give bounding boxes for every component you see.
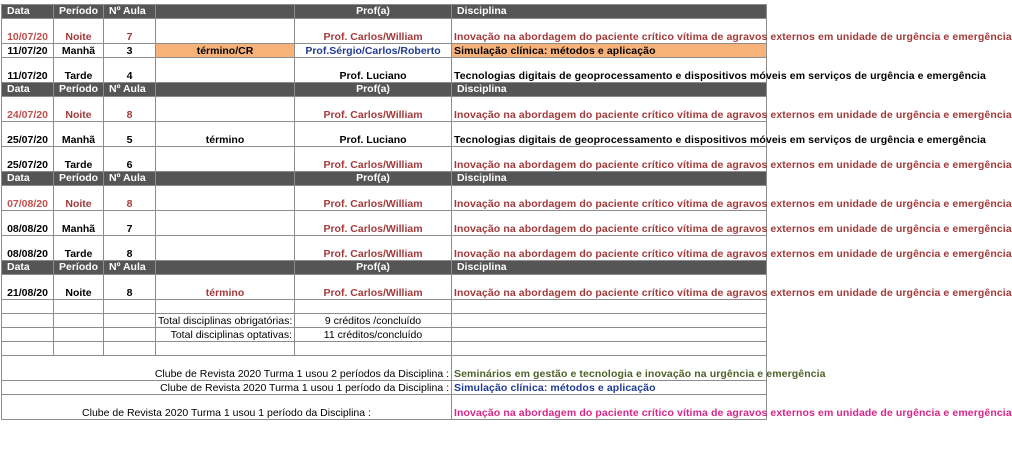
clube-disciplina: Inovação na abordagem do paciente crítico vítima de agravos externos em unidade de urgência e emergência <box>452 395 767 420</box>
note-cell <box>156 186 295 211</box>
summary-label: Total disciplinas obrigatórias: <box>156 314 295 328</box>
date-cell: 11/07/20 <box>2 44 54 58</box>
header-aula: Nº Aula <box>104 172 156 186</box>
disciplina-cell: Inovação na abordagem do paciente crítico vítima de agravos externos em unidade de urgência e emergência <box>452 236 767 261</box>
table-row <box>2 147 767 172</box>
date-cell: 08/08/20 <box>2 236 54 261</box>
aula-cell: 8 <box>104 97 156 122</box>
table-row <box>2 186 767 211</box>
header-prof: Prof(a) <box>295 83 452 97</box>
period-cell: Manhã <box>54 44 104 58</box>
header-prof: Prof(a) <box>295 261 452 275</box>
header-data: Data <box>2 172 54 186</box>
note-cell <box>156 147 295 172</box>
note-cell: término <box>156 122 295 147</box>
prof-cell: Prof. Luciano <box>295 122 452 147</box>
empty-cell <box>104 342 156 356</box>
date-cell: 08/08/20 <box>2 211 54 236</box>
note-cell <box>156 19 295 44</box>
header-disciplina: Disciplina <box>452 172 767 186</box>
period-cell: Tarde <box>54 147 104 172</box>
table-row <box>2 275 767 300</box>
header-periodo: Período <box>54 5 104 19</box>
prof-cell: Prof. Carlos/William <box>295 275 452 300</box>
header-data: Data <box>2 83 54 97</box>
date-cell: 25/07/20 <box>2 147 54 172</box>
prof-cell: Prof. Carlos/William <box>295 147 452 172</box>
header-row <box>2 5 767 19</box>
note-cell <box>156 97 295 122</box>
prof-cell: Prof. Carlos/William <box>295 186 452 211</box>
disciplina-cell: Inovação na abordagem do paciente crítico vítima de agravos externos em unidade de urgência e emergência <box>452 147 767 172</box>
clube-label: Clube de Revista 2020 Turma 1 usou 1 período da Disciplina : <box>2 395 452 420</box>
table-row <box>2 44 767 58</box>
prof-cell: Prof.Sérgio/Carlos/Roberto <box>295 44 452 58</box>
header-periodo: Período <box>54 83 104 97</box>
empty-cell <box>452 328 767 342</box>
disciplina-cell: Tecnologias digitais de geoprocessamento e dispositivos móveis em serviços de urgência e emergência <box>452 58 767 83</box>
prof-cell: Prof. Carlos/William <box>295 19 452 44</box>
disciplina-cell: Inovação na abordagem do paciente crítico vítima de agravos externos em unidade de urgência e emergência <box>452 186 767 211</box>
header-blank <box>156 172 295 186</box>
aula-cell: 3 <box>104 44 156 58</box>
clube-label: Clube de Revista 2020 Turma 1 usou 1 período da Disciplina : <box>2 381 452 395</box>
empty-cell <box>452 342 767 356</box>
empty-cell <box>54 314 104 328</box>
table-row <box>2 19 767 44</box>
summary-value: 11 créditos/concluído <box>295 328 452 342</box>
aula-cell: 8 <box>104 275 156 300</box>
spacer-row <box>2 342 767 356</box>
prof-cell: Prof. Carlos/William <box>295 97 452 122</box>
empty-cell <box>54 328 104 342</box>
summary-row <box>2 328 767 342</box>
clube-label: Clube de Revista 2020 Turma 1 usou 2 períodos da Disciplina : <box>2 356 452 381</box>
empty-cell <box>156 342 295 356</box>
header-aula: Nº Aula <box>104 261 156 275</box>
prof-cell: Prof. Carlos/William <box>295 236 452 261</box>
table-row <box>2 122 767 147</box>
empty-cell <box>104 328 156 342</box>
summary-value: 9 créditos /concluído <box>295 314 452 328</box>
clube-row <box>2 395 767 420</box>
period-cell: Noite <box>54 275 104 300</box>
period-cell: Tarde <box>54 236 104 261</box>
header-row <box>2 261 767 275</box>
date-cell: 24/07/20 <box>2 97 54 122</box>
empty-cell <box>295 300 452 314</box>
prof-cell: Prof. Carlos/William <box>295 211 452 236</box>
date-cell: 11/07/20 <box>2 58 54 83</box>
empty-cell <box>2 314 54 328</box>
disciplina-cell: Inovação na abordagem do paciente crítico vítima de agravos externos em unidade de urgência e emergência <box>452 97 767 122</box>
empty-cell <box>2 328 54 342</box>
header-data: Data <box>2 5 54 19</box>
empty-cell <box>2 300 54 314</box>
header-data: Data <box>2 261 54 275</box>
empty-cell <box>295 342 452 356</box>
header-prof: Prof(a) <box>295 5 452 19</box>
header-blank <box>156 5 295 19</box>
disciplina-cell: Tecnologias digitais de geoprocessamento e dispositivos móveis em serviços de urgência e emergência <box>452 122 767 147</box>
header-periodo: Período <box>54 261 104 275</box>
aula-cell: 5 <box>104 122 156 147</box>
header-prof: Prof(a) <box>295 172 452 186</box>
aula-cell: 7 <box>104 19 156 44</box>
header-disciplina: Disciplina <box>452 83 767 97</box>
date-cell: 10/07/20 <box>2 19 54 44</box>
note-cell: término/CR <box>156 44 295 58</box>
aula-cell: 4 <box>104 58 156 83</box>
disciplina-cell: Inovação na abordagem do paciente crítico vítima de agravos externos em unidade de urgência e emergência <box>452 211 767 236</box>
disciplina-cell: Inovação na abordagem do paciente crítico vítima de agravos externos em unidade de urgência e emergência <box>452 19 767 44</box>
disciplina-cell: Inovação na abordagem do paciente crítico vítima de agravos externos em unidade de urgência e emergência <box>452 275 767 300</box>
table-row <box>2 58 767 83</box>
header-row <box>2 172 767 186</box>
note-cell <box>156 58 295 83</box>
note-cell <box>156 211 295 236</box>
header-periodo: Período <box>54 172 104 186</box>
schedule-table <box>1 4 1012 420</box>
aula-cell: 8 <box>104 186 156 211</box>
header-disciplina: Disciplina <box>452 5 767 19</box>
period-cell: Noite <box>54 19 104 44</box>
clube-row <box>2 381 767 395</box>
aula-cell: 7 <box>104 211 156 236</box>
empty-cell <box>104 300 156 314</box>
header-blank <box>156 83 295 97</box>
empty-cell <box>54 300 104 314</box>
summary-label: Total disciplinas optativas: <box>156 328 295 342</box>
empty-cell <box>452 314 767 328</box>
empty-cell <box>2 342 54 356</box>
clube-disciplina: Simulação clínica: métodos e aplicação <box>452 381 767 395</box>
clube-row <box>2 356 767 381</box>
table-row <box>2 211 767 236</box>
header-aula: Nº Aula <box>104 83 156 97</box>
header-blank <box>156 261 295 275</box>
summary-row <box>2 314 767 328</box>
note-cell <box>156 236 295 261</box>
note-cell: término <box>156 275 295 300</box>
date-cell: 25/07/20 <box>2 122 54 147</box>
period-cell: Tarde <box>54 58 104 83</box>
empty-cell <box>104 314 156 328</box>
table-row <box>2 236 767 261</box>
empty-cell <box>452 300 767 314</box>
header-aula: Nº Aula <box>104 5 156 19</box>
header-row <box>2 83 767 97</box>
table-row <box>2 97 767 122</box>
period-cell: Noite <box>54 97 104 122</box>
period-cell: Manhã <box>54 122 104 147</box>
period-cell: Manhã <box>54 211 104 236</box>
aula-cell: 8 <box>104 236 156 261</box>
empty-cell <box>156 300 295 314</box>
spacer-row <box>2 300 767 314</box>
clube-disciplina: Seminários em gestão e tecnologia e inovação na urgência e emergência <box>452 356 767 381</box>
prof-cell: Prof. Luciano <box>295 58 452 83</box>
empty-cell <box>54 342 104 356</box>
period-cell: Noite <box>54 186 104 211</box>
date-cell: 21/08/20 <box>2 275 54 300</box>
header-disciplina: Disciplina <box>452 261 767 275</box>
date-cell: 07/08/20 <box>2 186 54 211</box>
disciplina-cell: Simulação clínica: métodos e aplicação <box>452 44 767 58</box>
aula-cell: 6 <box>104 147 156 172</box>
